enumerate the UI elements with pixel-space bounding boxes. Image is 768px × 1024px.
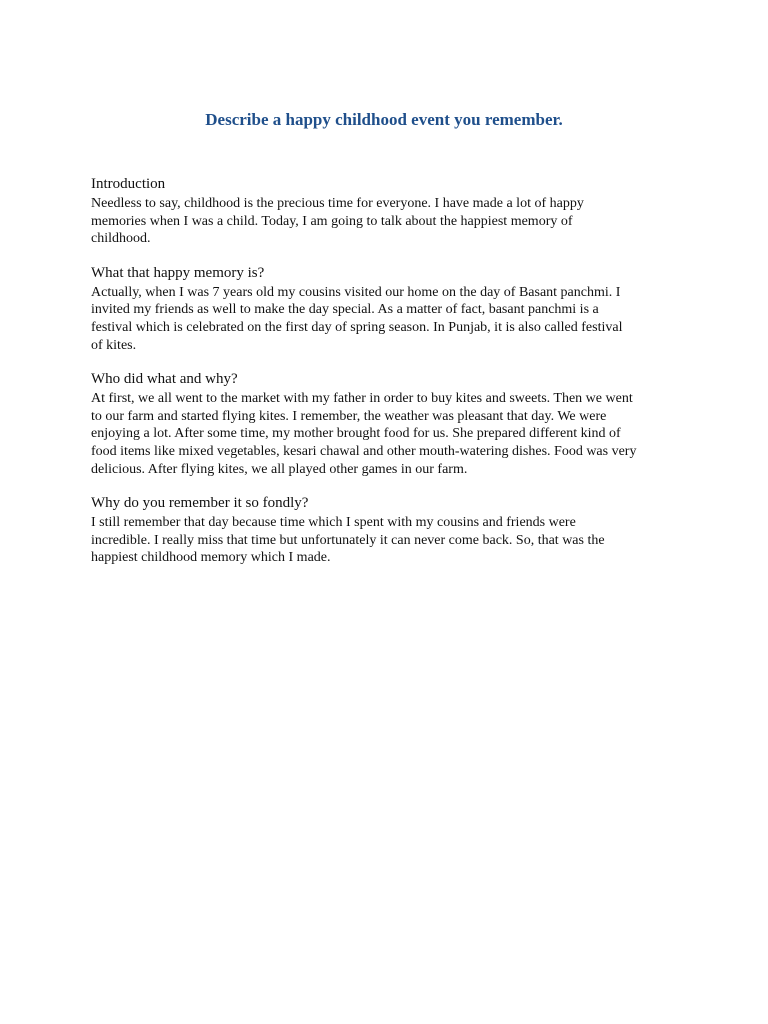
document-body <box>91 175 686 583</box>
section-paragraph: Needless to say, childhood is the precious time for everyone. I have made a lot of happy memories when I was a child. Today, I am going to talk about the happiest memory of childhood. <box>91 196 584 247</box>
section-heading: What that happy memory is? <box>91 264 265 281</box>
section-who-did-what <box>91 370 686 478</box>
section-heading: Why do you remember it so fondly? <box>91 495 309 512</box>
section-heading: Who did what and why? <box>91 371 238 388</box>
document-title: Describe a happy childhood event you remember. <box>205 110 563 129</box>
section-why-remember <box>91 494 686 567</box>
section-paragraph: Actually, when I was 7 years old my cousins visited our home on the day of Basant panchmi. I invited my friends as well to make the day special. As a matter of fact, basant panchmi is a festival which is celebrated on the first day of spring season. In Punjab, it is also called festival of kites. <box>91 284 623 353</box>
section-paragraph: At first, we all went to the market with my father in order to buy kites and sweets. Then we went to our farm and started flying kites. I remember, the weather was pleasant that day. We were enjoying a lot. After some time, my mother brought food for us. She prepared different kind of food items like mixed vegetables, kesari chawal and other mouth-watering dishes. Food was very delicious. After flying kites, we all played other games in our farm. <box>91 391 637 477</box>
section-paragraph: I still remember that day because time which I spent with my cousins and friends were incredible. I really miss that time but unfortunately it can never come back. So, that was the happiest childhood memory which I made. <box>91 515 605 566</box>
section-what-memory <box>91 264 686 354</box>
section-introduction <box>91 175 686 248</box>
section-heading: Introduction <box>91 176 166 192</box>
